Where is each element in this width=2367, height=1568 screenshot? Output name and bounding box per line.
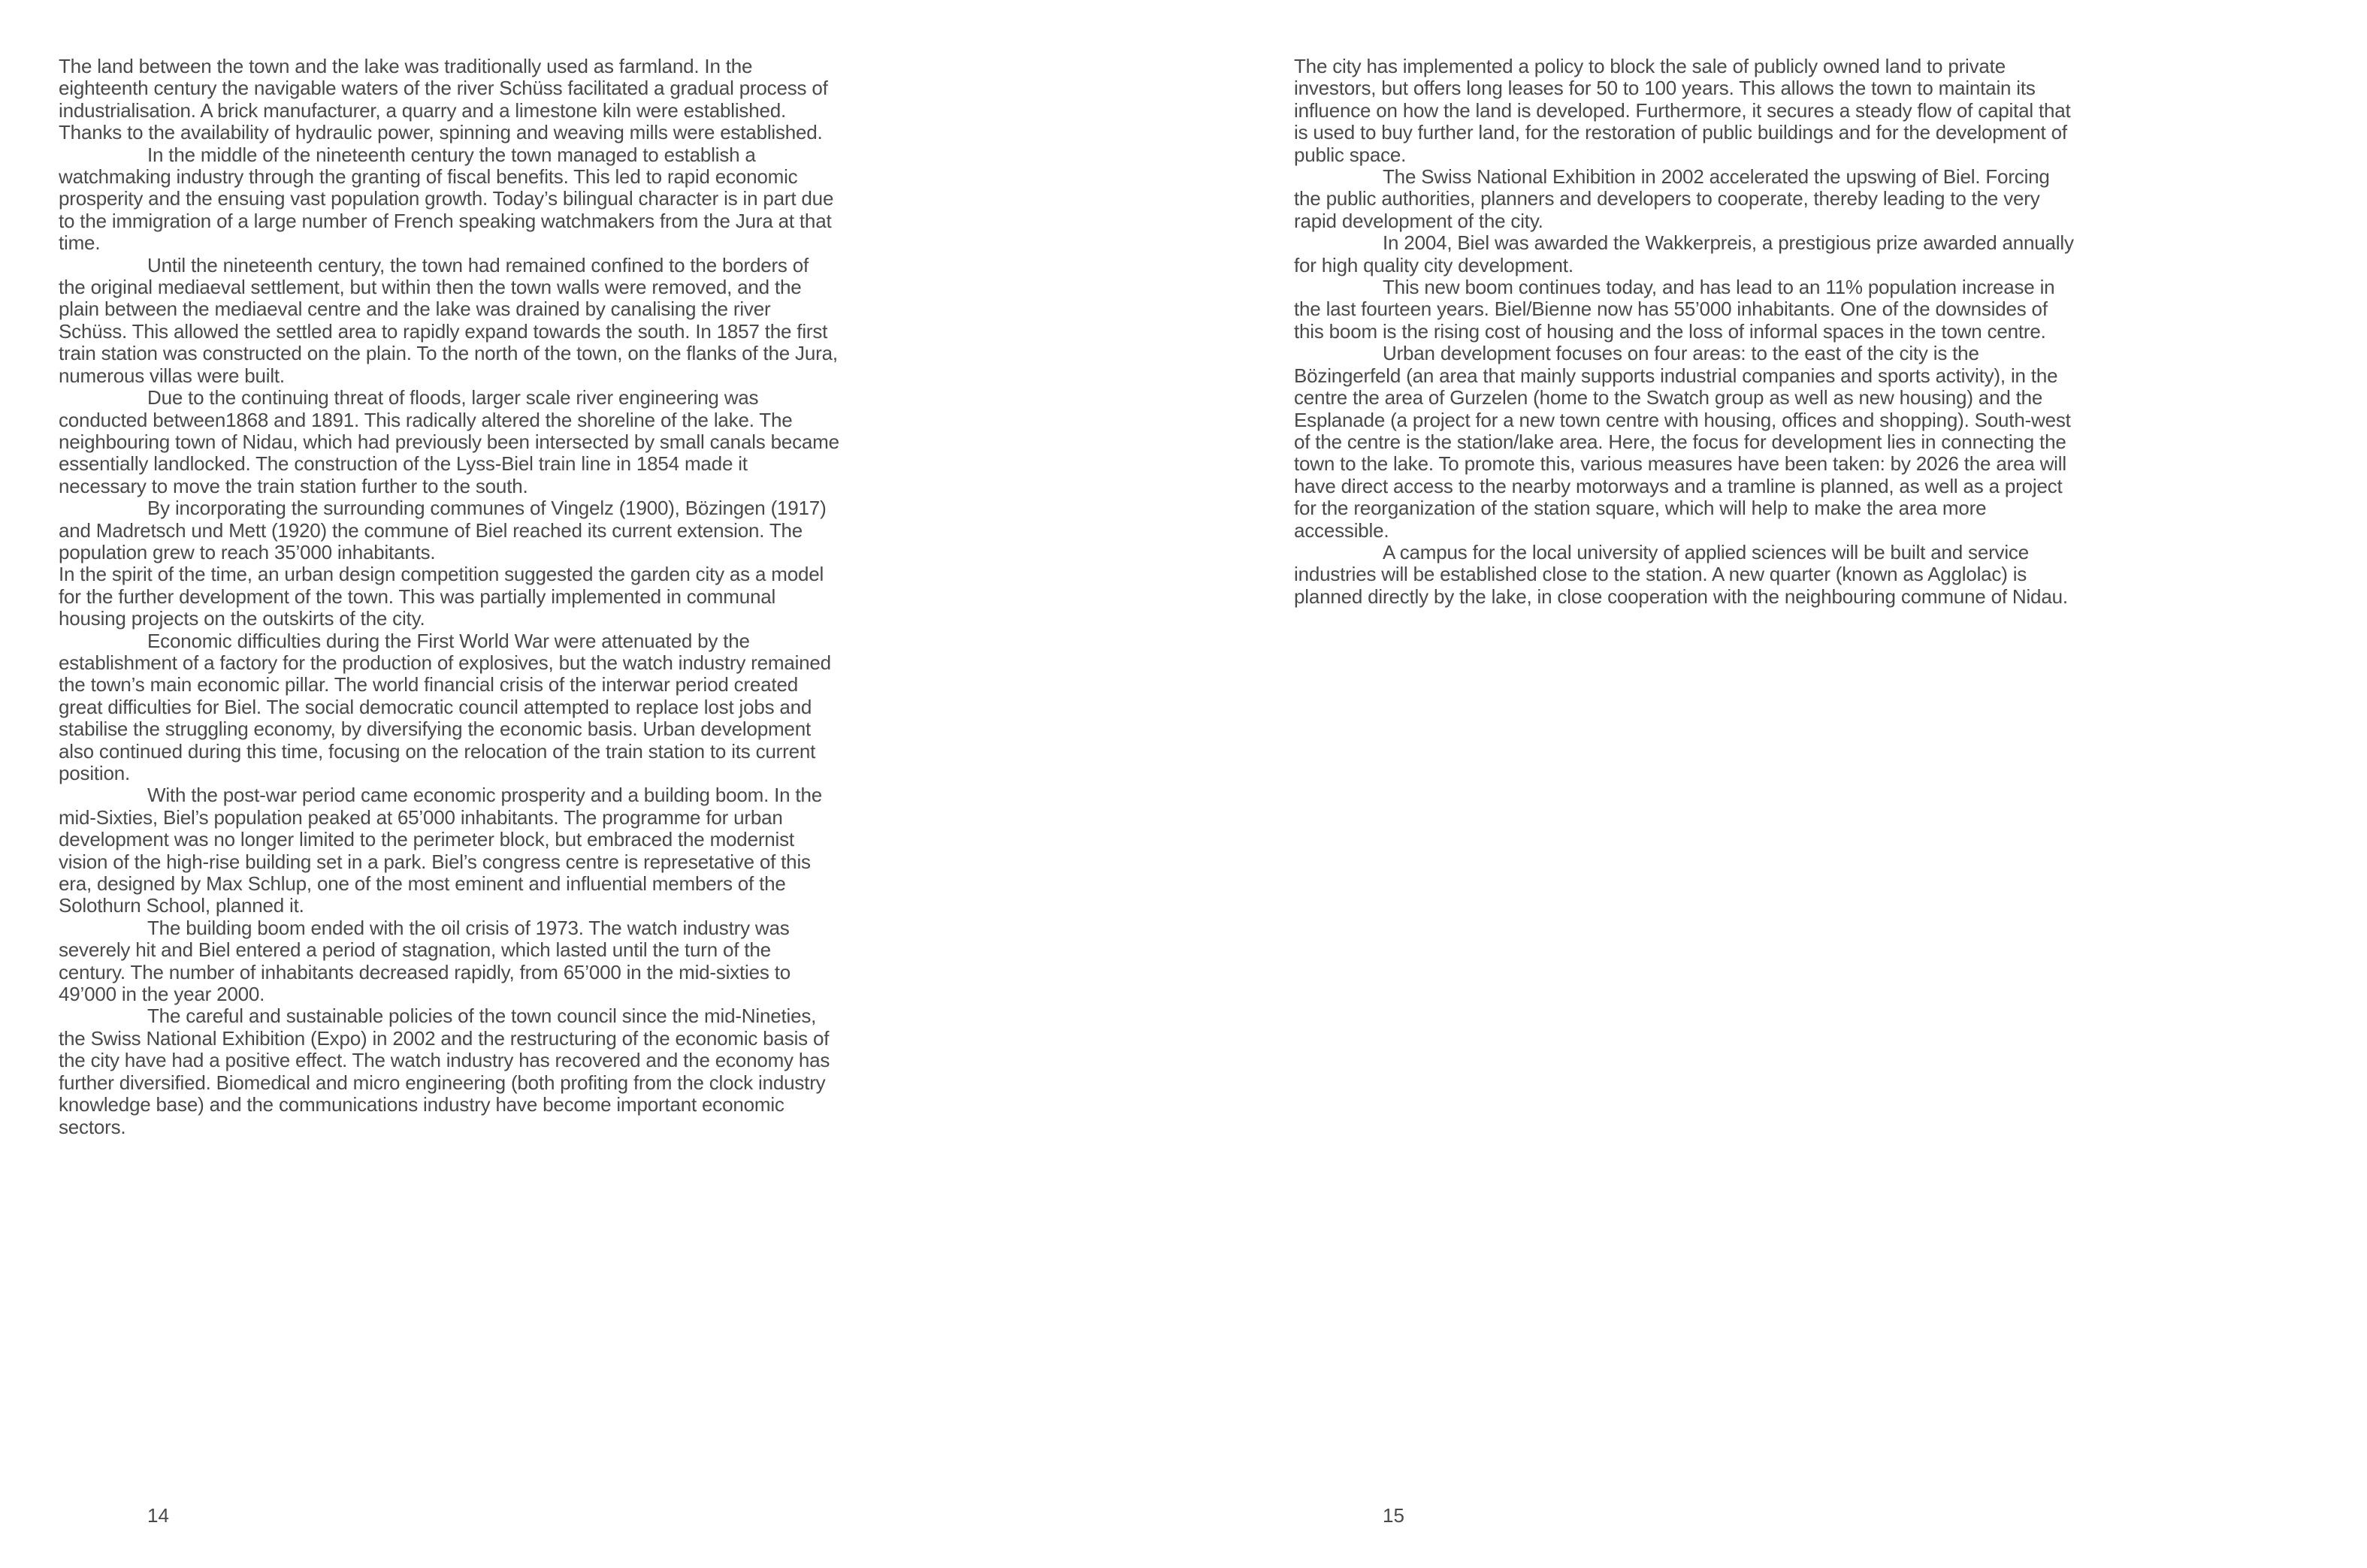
page-number: 15 — [1383, 1504, 1404, 1527]
left-text-column — [59, 56, 840, 1138]
paragraph: In the spirit of the time, an urban design competition suggested the garden city as a model for the further development of the town. This was partially implemented in communal housing projects on the outskirts of the city. — [59, 563, 824, 630]
right-text-column — [1294, 56, 2075, 608]
paragraph: Until the nineteenth century, the town had remained confined to the borders of the original mediaeval settlement, but within then the town walls were removed, and the plain between the mediaeval centre and the lake was drained by canalising the river Schüss. This allowed the settled area to rapidly expand towards the south. In 1857 the first train station was constructed on the plain. To the north of the town, on the flanks of the Jura, numerous villas were built. — [59, 253, 838, 387]
page-number: 14 — [147, 1504, 169, 1527]
paragraph: Urban development focuses on four areas: to the east of the city is the Bözingerfeld (an area that mainly supports industrial companies and sports activity), in the centre the area of Gurzelen (home to the Swatch group as well as new housing) and the Esplanade (a project for a new town centre with housing, offices and shopping). South-west of the centre is the station/lake area. Here, the focus for development lies in connecting the town to the lake. To promote this, various measures have been taken: by 2026 the area will have direct access to the nearby motorways and a tramline is planned, as well as a project for the reorganization of the station square, which will help to make the area more accessible. — [1294, 342, 2071, 542]
paragraph: The land between the town and the lake was traditionally used as farmland. In the eighteenth century the navigable waters of the river Schüss facilitated a gradual process of industrialisation. A brick manufacturer, a quarry and a limestone kiln were established. Thanks to the availability of hydraulic power, spinning and weaving mills were established. — [59, 55, 828, 144]
paragraph: The city has implemented a policy to block the sale of publicly owned land to private investors, but offers long leases for 50 to 100 years. This allows the town to maintain its influence on how the land is developed. Furthermore, it secures a steady flow of capital that is used to buy further land, for the restoration of public buildings and for the development of public space. — [1294, 55, 2071, 166]
paragraph: This new boom continues today, and has lead to an 11% population increase in the last fourteen years. Biel/Bienne now has 55’000 inhabitants. One of the downsides of this boom is the rising cost of housing and the loss of informal spaces in the town centre. — [1294, 276, 2055, 343]
paragraph: A campus for the local university of applied sciences will be built and service industries will be established close to the station. A new quarter (known as Agglolac) is planned directly by the lake, in close cooperation with the neighbouring commune of Nidau. — [1294, 540, 2068, 608]
paragraph: With the post-war period came economic prosperity and a building boom. In the mid-Sixties, Biel’s population peaked at 65’000 inhabitants. The programme for urban development was no longer limited to the perimeter block, but embraced the modernist vision of the high-rise building set in a park. Biel’s congress centre is represetative of this era, designed by Max Schlup, one of the most eminent and influential members of the Solothurn School, planned it. — [59, 784, 822, 917]
paragraph: Economic difficulties during the First World War were attenuated by the establishment of a factory for the production of explosives, but the watch industry remained the town’s main economic pillar. The world financial crisis of the interwar period created great difficulties for Biel. The social democratic council attempted to replace lost jobs and stabilise the struggling economy, by diversifying the economic basis. Urban development also continued during this time, focusing on the relocation of the train station to its current position. — [59, 629, 831, 784]
right-page — [1184, 0, 2367, 1568]
paragraph: By incorporating the surrounding communes of Vingelz (1900), Bözingen (1917) and Madretsch und Mett (1920) the commune of Biel reached its current extension. The population grew to reach 35’000 inhabitants. — [59, 497, 827, 563]
paragraph: In the middle of the nineteenth century the town managed to establish a watchmaking industry through the granting of fiscal benefits. This led to rapid economic prosperity and the ensuing vast population growth. Today’s bilingual character is in part due to the immigration of a large number of French speaking watchmakers from the Jura at that time. — [59, 143, 834, 255]
paragraph: The building boom ended with the oil crisis of 1973. The watch industry was severely hit and Biel entered a period of stagnation, which lasted until the turn of the century. The number of inhabitants decreased rapidly, from 65’000 in the mid-sixties to 49’000 in the year 2000. — [59, 916, 791, 1006]
paragraph: The Swiss National Exhibition in 2002 accelerated the upswing of Biel. Forcing the public authorities, planners and developers to cooperate, thereby leading to the very rapid development of the city. — [1294, 165, 2050, 232]
paragraph: In 2004, Biel was awarded the Wakkerpreis, a prestigious prize awarded annually for high quality city development. — [1294, 231, 2074, 276]
paragraph: The careful and sustainable policies of the town council since the mid-Nineties, the Swiss National Exhibition (Expo) in 2002 and the restructuring of the economic basis of the city have had a positive effect. The watch industry has recovered and the economy has further diversified. Biomedical and micro engineering (both profiting from the clock industry knowledge base) and the communications industry have become important economic sectors. — [59, 1005, 830, 1138]
paragraph: Due to the continuing threat of floods, larger scale river engineering was conducted between1868 and 1891. This radically altered the shoreline of the lake. The neighbouring town of Nidau, which had previously been intersected by small canals became essentially landlocked. The construction of the Lyss-Biel train line in 1854 made it necessary to move the train station further to the south. — [59, 386, 839, 497]
